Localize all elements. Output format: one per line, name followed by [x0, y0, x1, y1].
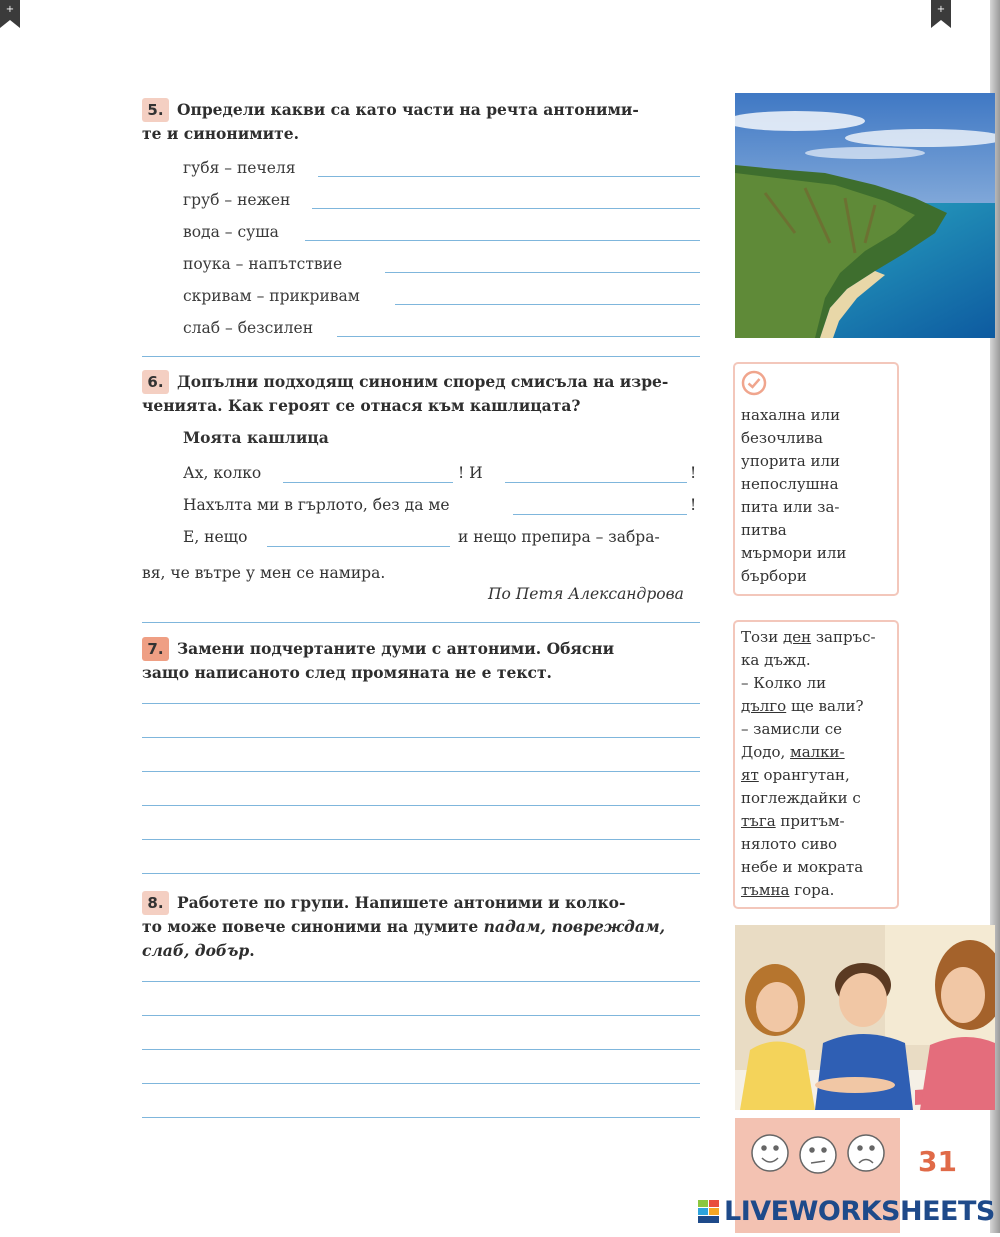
- poem-line: ! И: [458, 464, 483, 482]
- bookmark-icon: [930, 0, 952, 30]
- poem-line: вя, че вътре у мен се намира.: [142, 564, 386, 582]
- coast-photo: [735, 93, 995, 338]
- answer-line[interactable]: [395, 304, 700, 305]
- answer-line[interactable]: [385, 272, 700, 273]
- neutral-face-icon: [800, 1137, 836, 1173]
- check-circle-icon: [741, 370, 767, 396]
- answer-line[interactable]: [142, 873, 700, 874]
- task-7-title: 7. Замени подчертаните думи с антоними. Обясни защо написаното след промяната не е текст.: [142, 639, 615, 682]
- answer-line[interactable]: [142, 981, 700, 982]
- answer-line[interactable]: [267, 546, 450, 547]
- word-pair: вода – суша: [183, 223, 279, 241]
- section-divider: [142, 356, 700, 357]
- answer-line[interactable]: [142, 737, 700, 738]
- answer-line[interactable]: [513, 514, 687, 515]
- poem-title: Моята кашлица: [183, 428, 329, 447]
- watermark: LIVEWORKSHEETS: [724, 1196, 995, 1227]
- task-5-title: 5. Определи какви са като части на речта антоними- те и синонимите.: [142, 100, 639, 143]
- poem-line: Ах, колко: [183, 464, 262, 482]
- poem-line: !: [690, 496, 697, 514]
- sad-face-icon: [848, 1135, 884, 1171]
- answer-line[interactable]: [142, 1083, 700, 1084]
- task-number-badge: 5.: [142, 98, 169, 122]
- word-pair: поука – напътствие: [183, 255, 343, 273]
- page-number: 31: [918, 1145, 957, 1178]
- section-divider: [142, 622, 700, 623]
- answer-line[interactable]: [142, 771, 700, 772]
- answer-line[interactable]: [318, 176, 700, 177]
- task-8-title: 8. Работете по групи. Напишете антоними и колко- то може повече синоними на думите падам, повреждам, слаб, добър.: [142, 893, 665, 960]
- poem-line: Е, нещо: [183, 528, 248, 546]
- word-pair: слаб – безсилен: [183, 319, 314, 337]
- task-6-title: 6. Допълни подходящ синоним според смисъла на изре- ченията. Как героят се отнася към кашлицата?: [142, 372, 669, 415]
- answer-line[interactable]: [142, 1015, 700, 1016]
- text-box: Този ден запръс- ка дъжд. – Колко ли дълго ще вали? – замисли се Додо, малки- ят орангутан, поглеждайки с тъга притъм- нялото сиво небе и мократа тъмна гора.: [733, 620, 899, 909]
- word-pair: губя – печеля: [183, 159, 296, 177]
- answer-line[interactable]: [283, 482, 453, 483]
- bookmark-icon: [0, 0, 22, 30]
- answer-line[interactable]: [305, 240, 700, 241]
- liveworksheets-logo-icon: [698, 1200, 720, 1224]
- answer-line[interactable]: [142, 1117, 700, 1118]
- poem-line: !: [690, 464, 697, 482]
- answer-line[interactable]: [142, 1049, 700, 1050]
- answer-line[interactable]: [312, 208, 700, 209]
- task-number-badge: 8.: [142, 891, 169, 915]
- task-number-badge: 7.: [142, 637, 169, 661]
- answer-line[interactable]: [142, 839, 700, 840]
- hint-box: нахална или безочлива упорита или непослушна пита или за- питва мърмори или бърбори: [733, 362, 899, 596]
- poem-line: Нахълта ми в гърлото, без да ме: [183, 496, 450, 514]
- answer-line[interactable]: [142, 805, 700, 806]
- happy-face-icon: [752, 1135, 788, 1171]
- poem-author: По Петя Александрова: [488, 585, 684, 603]
- answer-line[interactable]: [142, 703, 700, 704]
- svg-text:+: +: [936, 4, 946, 15]
- answer-line[interactable]: [337, 336, 700, 337]
- task-number-badge: 6.: [142, 370, 169, 394]
- kids-photo: [735, 925, 995, 1110]
- poem-line: и нещо препира – забра-: [458, 528, 660, 546]
- answer-line[interactable]: [505, 482, 687, 483]
- svg-text:+: +: [5, 4, 15, 15]
- word-pair: груб – нежен: [183, 191, 291, 209]
- word-pair: скривам – прикривам: [183, 287, 360, 305]
